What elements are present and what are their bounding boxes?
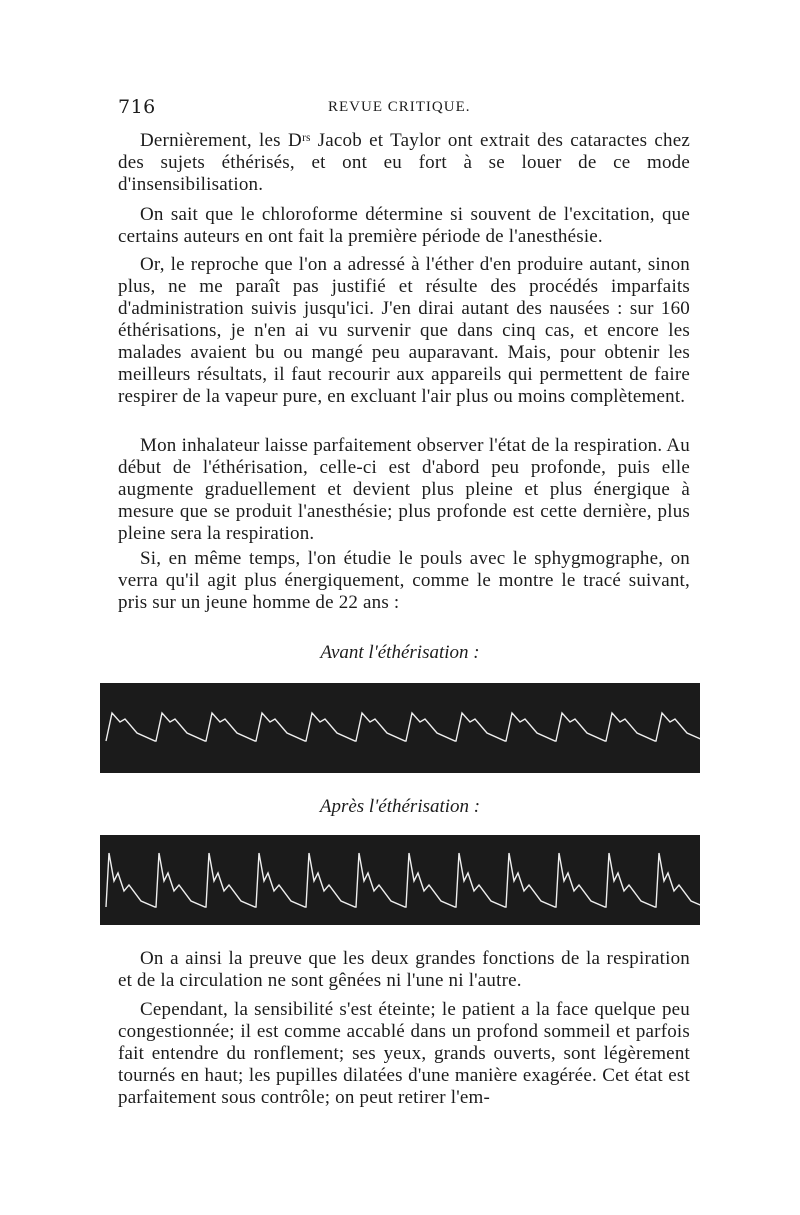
paragraph-3: Or, le reproche que l'on a adressé à l'éther d'en produire autant, sinon plus, ne me paraît pas justifié et résulte des procédés imparfaits d'administration suivis jusqu'ici. J'en dirai autant des nausées : sur 160 éthérisations, je n'en ai vu survenir que dans cinq cas, et encore les malades avaient bu ou mangé peu auparavant. Mais, pour obtenir les meilleurs résultats, il faut recourir aux appareils qui permettent de faire respirer de la vapeur pure, en excluant l'air plus ou moins complètement. [118,254,690,407]
pulse-trace-before [100,683,700,773]
pulse-waveform [106,713,700,741]
pulse-trace-after [100,835,700,925]
paragraph-2: On sait que le chloroforme détermine si souvent de l'excitation, que certains auteurs en ont fait la première période de l'anesthésie. [118,204,690,247]
pulse-waveform [106,853,700,907]
pulse-trace-after-graph [100,835,700,925]
paragraph-7: Cependant, la sensibilité s'est éteinte; le patient a la face quelque peu congestionnée; il est comme accablé dans un profond sommeil et parfois fait entendre du ronflement; ses yeux, grands ouverts, sont légèrement tournés en haut; les pupilles dilatées d'une manière exagérée. Cet état est parfaitement sous contrôle; on peut retirer l'em- [118,999,690,1108]
running-head: REVUE CRITIQUE. [328,99,471,115]
paragraph-4: Mon inhalateur laisse parfaitement observer l'état de la respiration. Au début de l'éthérisation, celle-ci est d'abord peu profonde, puis elle augmente graduellement et devient plus pleine et plus énergique à mesure que se produit l'anesthésie; plus profonde est cette dernière, plus pleine sera la respiration. [118,435,690,544]
page-number: 716 [118,96,156,118]
paragraph-1: Dernièrement, les Dʳˢ Jacob et Taylor ont extrait des cataractes chez des sujets éthérisés, et ont eu fort à se louer de ce mode d'insensibilisation. [118,130,690,195]
pulse-trace-before-graph [100,683,700,773]
paragraph-6: On a ainsi la preuve que les deux grandes fonctions de la respiration et de la circulation ne sont gênées ni l'une ni l'autre. [118,948,690,991]
figure-caption-after: Après l'éthérisation : [319,796,481,817]
page-header [118,96,690,124]
paragraph-5: Si, en même temps, l'on étudie le pouls avec le sphygmographe, on verra qu'il agit plus énergiquement, comme le montre le tracé suivant, pris sur un jeune homme de 22 ans : [118,548,690,613]
figure-caption-before: Avant l'éthérisation : [320,642,480,663]
